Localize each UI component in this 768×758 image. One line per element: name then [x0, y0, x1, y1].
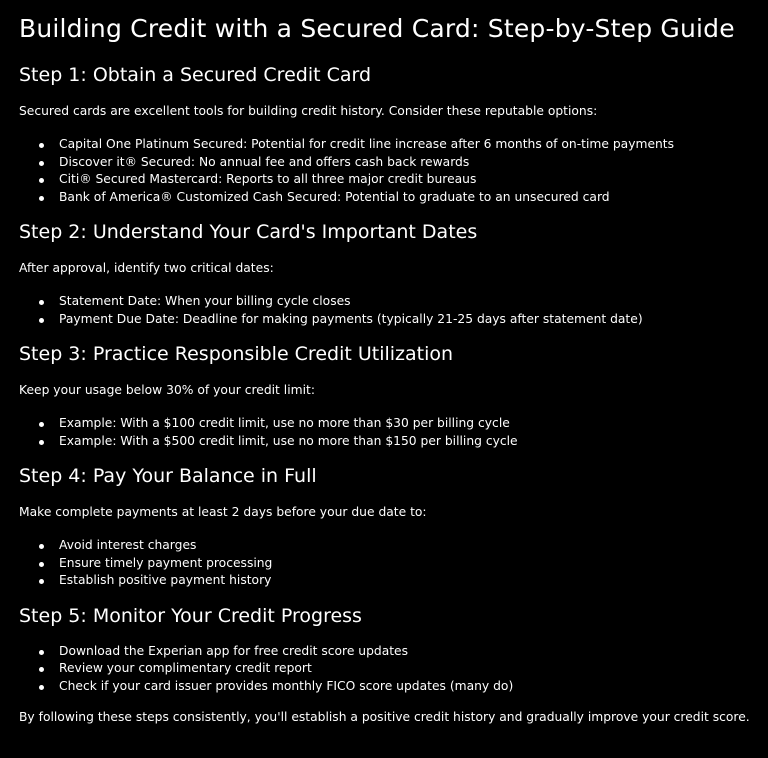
step-3-heading: Step 3: Practice Responsible Credit Utilization — [19, 343, 454, 365]
step-2-section — [19, 219, 758, 328]
step-1-section — [19, 62, 758, 206]
list-item: Ensure timely payment processing — [59, 555, 758, 573]
list-item: Example: With a $500 credit limit, use no more than $150 per billing cycle — [59, 433, 758, 451]
step-4-section — [19, 463, 758, 590]
step-4-heading: Step 4: Pay Your Balance in Full — [19, 465, 317, 487]
list-item: Capital One Platinum Secured: Potential for credit line increase after 6 months of on-time payments — [59, 136, 758, 154]
list-item: Example: With a $100 credit limit, use no more than $30 per billing cycle — [59, 415, 758, 433]
list-item: Bank of America® Customized Cash Secured: Potential to graduate to an unsecured card — [59, 189, 758, 207]
list-item: Download the Experian app for free credit score updates — [59, 643, 758, 661]
list-item: Review your complimentary credit report — [59, 660, 758, 678]
list-item: Avoid interest charges — [59, 537, 758, 555]
step-4-list — [19, 537, 758, 590]
step-4-intro: Make complete payments at least 2 days before your due date to: — [19, 505, 427, 519]
step-2-heading: Step 2: Understand Your Card's Important Dates — [19, 221, 478, 243]
step-5-section — [19, 603, 758, 696]
step-5-list — [19, 643, 758, 696]
list-item: Statement Date: When your billing cycle closes — [59, 293, 758, 311]
list-item: Citi® Secured Mastercard: Reports to all three major credit bureaus — [59, 171, 758, 189]
conclusion-text: By following these steps consistently, you'll establish a positive credit history and gradually improve your credit score. — [19, 710, 750, 724]
list-item: Establish positive payment history — [59, 572, 758, 590]
list-item: Check if your card issuer provides monthly FICO score updates (many do) — [59, 678, 758, 696]
step-1-intro: Secured cards are excellent tools for building credit history. Consider these reputable options: — [19, 104, 598, 118]
list-item: Payment Due Date: Deadline for making payments (typically 21-25 days after statement date) — [59, 311, 758, 329]
step-2-list — [19, 293, 758, 328]
step-3-list — [19, 415, 758, 450]
step-2-intro: After approval, identify two critical dates: — [19, 261, 274, 275]
step-1-heading: Step 1: Obtain a Secured Credit Card — [19, 64, 372, 86]
step-3-intro: Keep your usage below 30% of your credit limit: — [19, 383, 315, 397]
step-5-heading: Step 5: Monitor Your Credit Progress — [19, 604, 362, 627]
step-1-list — [19, 136, 758, 206]
step-3-section — [19, 341, 758, 450]
page-title: Building Credit with a Secured Card: Step-by-Step Guide — [19, 14, 735, 43]
list-item: Discover it® Secured: No annual fee and offers cash back rewards — [59, 154, 758, 172]
